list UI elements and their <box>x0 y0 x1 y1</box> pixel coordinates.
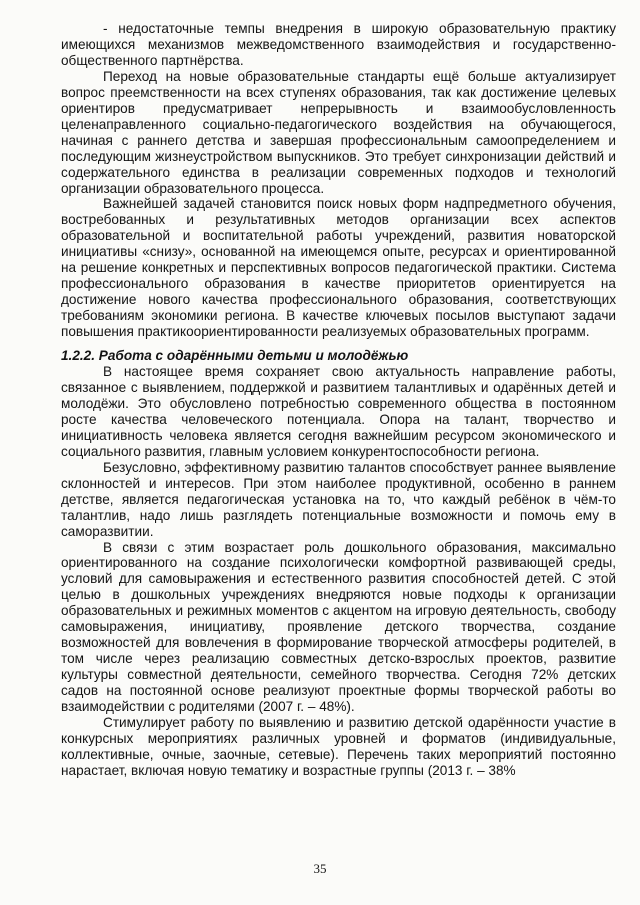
page-body <box>61 21 616 779</box>
paragraph: Переход на новые образовательные стандарты ещё больше актуализирует вопрос преемственности на всех ступенях образования, так как достижение целевых ориентиров предусматривает непрерывность и взаимообусловленность целенаправленного социально-педагогического воздействия на обучающегося, начиная с раннего детства и завершая профессиональным самоопределением и последующим жизнеустройством выпускников. Это требует синхронизации действий и содержательного единства в реализации современных подходов и технологий организации образовательного процесса. <box>61 68 616 196</box>
section-heading: 1.2.2. Работа с одарёнными детьми и молодёжью <box>61 348 409 364</box>
paragraph: Важнейшей задачей становится поиск новых форм надпредметного обучения, востребованных и результативных методов организации всех аспектов образовательной и воспитательной работы учреждений, развития новаторской инициативы «снизу», основанной на имеющемся опыте, ресурсах и ориентированной на решение конкретных и перспективных вопросов педагогической практики. Система профессионального образования в качестве приоритетов ориентируется на достижение нового качества профессионального образования, соответствующих требованиям экономики региона. В качестве ключевых посылов выступают задачи повышения практикоориентированности реализуемых образовательных программ. <box>61 196 616 340</box>
paragraph: Стимулирует работу по выявлению и развитию детской одарённости участие в конкурсных мероприятиях различных уровней и форматов (индивидуальные, коллективные, очные, заочные, сетевые). Перечень таких мероприятий постоянно нарастает, включая новую тематику и возрастные группы (2013 г. – 38% <box>61 714 616 778</box>
paragraph: Безусловно, эффективному развитию талантов способствует раннее выявление склонностей и интересов. При этом наиболее продуктивной, особенно в раннем детстве, является педагогическая установка на то, что каждый ребёнок в чём-то талантлив, надо лишь разглядеть потенциальные возможности и помочь ему в саморазвитии. <box>61 459 616 539</box>
paragraph: В настоящее время сохраняет свою актуальность направление работы, связанное с выявлением, поддержкой и развитием талантливых и одарённых детей и молодёжи. Это обусловлено потребностью современного общества в постоянном росте качества человеческого потенциала. Опора на талант, творчество и инициативность человека является сегодня важнейшим ресурсом экономического и социального развития, главным условием конкурентоспособности региона. <box>61 364 616 459</box>
page-number: 35 <box>313 861 327 876</box>
paragraph-list-item: - недостаточные темпы внедрения в широкую образовательную практику имеющихся механизмов межведомственного взаимодействия и государственно-общественного партнёрства. <box>61 21 616 68</box>
paragraph: В связи с этим возрастает роль дошкольного образования, максимально ориентированного на создание психологически комфортной развивающей среды, условий для самовыражения и естественного развития способностей детей. С этой целью в дошкольных учреждениях внедряются новые подходы к организации образовательных и режимных моментов с акцентом на игровую деятельность, свободу самовыражения, инициативу, проявление детского творчества, создание возможностей для вовлечения в формирование творческой атмосферы родителей, в том числе через реализацию совместных детско-взрослых проектов, развитие культуры совместной деятельности, семейного творчества. Сегодня 72% детских садов на постоянной основе реализуют проектные формы творческой работы во взаимодействии с родителями (2007 г. – 48%). <box>61 539 616 715</box>
